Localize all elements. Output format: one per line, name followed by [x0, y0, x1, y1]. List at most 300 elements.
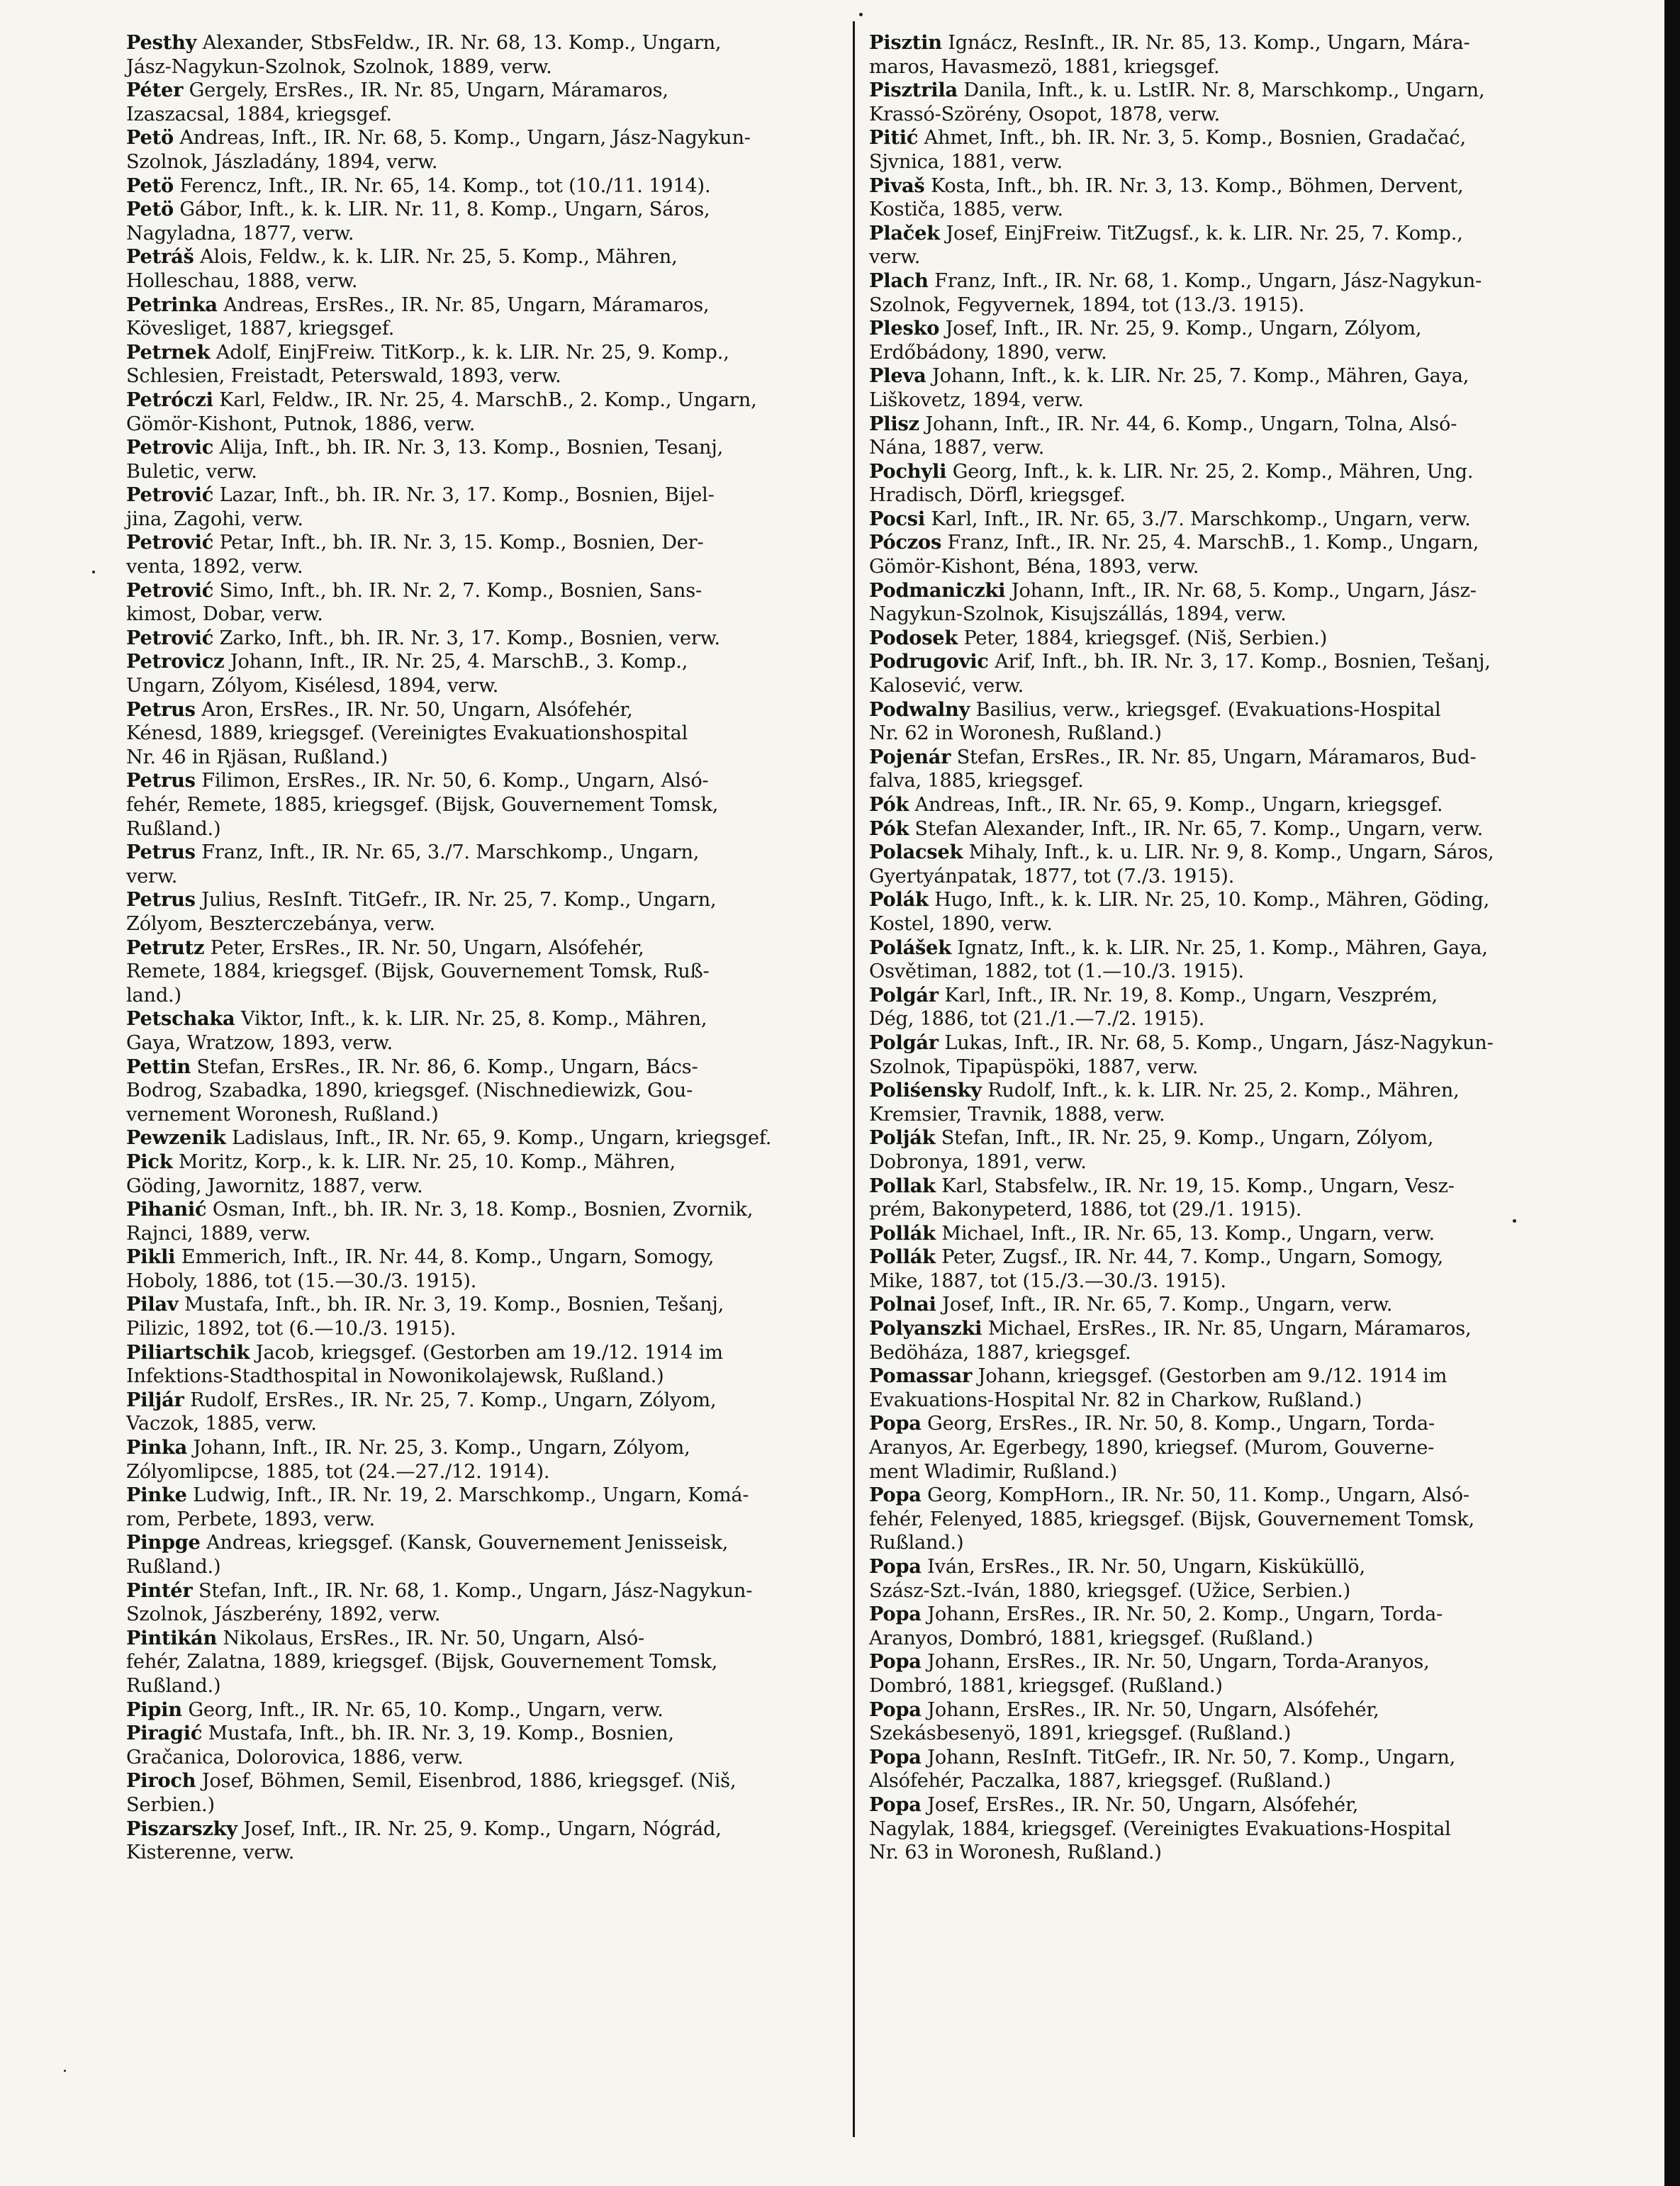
entry-text-line: Zarko, Inft., bh. IR. Nr. 3, 17. Komp., Bosnien, verw.: [219, 627, 720, 649]
entry-surname: Petrinka: [126, 293, 218, 316]
entry-text-line: Karl, Inft., IR. Nr. 65, 3./7. Marschkomp., Ungarn, verw.: [931, 508, 1471, 530]
entry-surname: Pihanić: [126, 1198, 207, 1221]
list-entry: [869, 746, 1578, 793]
entry-text-line: Adolf, EinjFreiw. TitKorp., k. k. LIR. Nr. 25, 9. Komp.,: [215, 341, 729, 364]
entry-surname: Pisztin: [869, 31, 942, 54]
entry-text-line: Ludwig, Inft., IR. Nr. 19, 2. Marschkomp., Ungarn, Komá-: [193, 1484, 749, 1507]
entry-surname: Podmaniczki: [869, 578, 1006, 602]
entry-text-line: Dég, 1886, tot (21./1.—7./2. 1915).: [869, 1008, 1205, 1031]
entry-text-line: ment Wladimir, Rußland.): [869, 1460, 1118, 1483]
entry-text-line: Ferencz, Inft., IR. Nr. 65, 14. Komp., tot (10./11. 1914).: [179, 174, 711, 197]
entry-text-line: Ungarn, Zólyom, Kisélesd, 1894, verw.: [126, 675, 499, 697]
list-entry: [126, 1484, 835, 1531]
entry-surname: Popa: [869, 1412, 922, 1435]
entry-surname: Petróczi: [126, 388, 213, 411]
entry-text-line: Josef, Inft., IR. Nr. 25, 9. Komp., Ungarn, Nógrád,: [243, 1817, 722, 1840]
list-entry: [126, 1245, 835, 1293]
entry-text-line: Osman, Inft., bh. IR. Nr. 3, 18. Komp., Bosnien, Zvornik,: [212, 1199, 754, 1221]
entry-text-line: Johann, ResInft. TitGefr., IR. Nr. 50, 7. Komp., Ungarn,: [927, 1746, 1456, 1769]
entry-text-line: Mustafa, Inft., bh. IR. Nr. 3, 19. Komp., Bosnien,: [208, 1722, 674, 1745]
entry-text-line: Aranyos, Ar. Egerbegy, 1890, kriegsef. (Murom, Gouverne-: [869, 1437, 1435, 1459]
scan-speck: [92, 571, 95, 573]
entry-text-line: Ladislaus, Inft., IR. Nr. 65, 9. Komp., Ungarn, kriegsgef.: [231, 1127, 772, 1150]
entry-text-line: Kalosević, verw.: [869, 675, 1024, 697]
entry-surname: Polgár: [869, 983, 939, 1007]
entry-text-line: Buletic, verw.: [126, 460, 257, 483]
list-entry: [869, 984, 1578, 1031]
list-entry: [126, 1341, 835, 1389]
list-entry: [126, 531, 835, 578]
list-entry: [126, 245, 835, 293]
entry-text-line: Danila, Inft., k. u. LstIR. Nr. 8, Marschkomp., Ungarn,: [963, 79, 1485, 102]
entry-text-line: Josef, ErsRes., IR. Nr. 50, Ungarn, Alsófehér,: [927, 1793, 1359, 1816]
entry-text-line: Kosta, Inft., bh. IR. Nr. 3, 13. Komp., Böhmen, Dervent,: [930, 174, 1464, 197]
entry-text-line: Moritz, Korp., k. k. LIR. Nr. 25, 10. Komp., Mähren,: [178, 1150, 676, 1173]
entry-text-line: Peter, Zugsf., IR. Nr. 44, 7. Komp., Ungarn, Somogy,: [941, 1246, 1443, 1269]
entry-surname: Plach: [869, 269, 929, 292]
list-entry: [869, 508, 1578, 532]
entry-text-line: Johann, Inft., IR. Nr. 44, 6. Komp., Ungarn, Tolna, Alsó-: [925, 413, 1457, 435]
entry-surname: Póczos: [869, 531, 942, 554]
list-entry: [869, 1746, 1578, 1793]
entry-text-line: Nagyladna, 1877, verw.: [126, 222, 354, 245]
entry-surname: Petö: [126, 126, 174, 150]
entry-surname: Popa: [869, 1793, 922, 1816]
entry-text-line: Rußland.): [126, 1556, 221, 1578]
entry-text-line: Erdőbádony, 1890, verw.: [869, 341, 1107, 364]
entry-text-line: Nagykun-Szolnok, Kisujszállás, 1894, verw.: [869, 603, 1287, 626]
list-entry: [126, 1293, 835, 1340]
list-entry: [126, 1150, 835, 1198]
entry-surname: Pomassar: [869, 1364, 973, 1388]
list-entry: [869, 1650, 1578, 1698]
entry-text-line: Bodrog, Szabadka, 1890, kriegsgef. (Nischnediewizk, Gou-: [126, 1080, 693, 1102]
entry-surname: Plisz: [869, 412, 919, 435]
entry-text-line: Johann, ErsRes., IR. Nr. 50, 2. Komp., Ungarn, Torda-: [927, 1603, 1443, 1626]
entry-text-line: fehér, Felenyed, 1885, kriegsgef. (Bijsk, Gouvernement Tomsk,: [869, 1508, 1474, 1530]
entry-text-line: Rudolf, Inft., k. k. LIR. Nr. 25, 2. Komp., Mähren,: [987, 1080, 1460, 1102]
entry-surname: Petrus: [126, 841, 196, 864]
entry-text-line: Mihaly, Inft., k. u. LIR. Nr. 9, 8. Komp., Ungarn, Sáros,: [968, 841, 1494, 864]
entry-surname: Popa: [869, 1603, 922, 1626]
list-entry: [126, 1436, 835, 1484]
entry-text-line: Kremsier, Travnik, 1888, verw.: [869, 1103, 1165, 1126]
entry-surname: Pinpge: [126, 1531, 201, 1554]
entry-text-line: Johann, ErsRes., IR. Nr. 50, Ungarn, Alsófehér,: [927, 1698, 1379, 1721]
entry-surname: Pollák: [869, 1221, 936, 1245]
list-entry: [126, 1198, 835, 1245]
list-entry: [869, 1603, 1578, 1650]
list-entry: [126, 1055, 835, 1127]
entry-text-line: Karl, Stabsfelw., IR. Nr. 19, 15. Komp., Ungarn, Vesz-: [941, 1175, 1455, 1197]
entry-text-line: Mike, 1887, tot (15./3.—30./3. 1915).: [869, 1269, 1226, 1292]
entry-text-line: Hradisch, Dörfl, kriegsgef.: [869, 484, 1126, 507]
entry-text-line: Stefan Alexander, Inft., IR. Nr. 65, 7. Komp., Ungarn, verw.: [914, 817, 1484, 840]
entry-surname: Petrutz: [126, 936, 205, 959]
list-entry: [869, 126, 1578, 174]
entry-text-line: Gábor, Inft., k. k. LIR. Nr. 11, 8. Komp., Ungarn, Sáros,: [179, 198, 710, 221]
entry-text-line: Ignácz, ResInft., IR. Nr. 85, 13. Komp., Ungarn, Mára-: [948, 32, 1470, 54]
entry-surname: Popa: [869, 1484, 922, 1507]
list-entry: [869, 460, 1578, 508]
entry-text-line: Lukas, Inft., IR. Nr. 68, 5. Komp., Ungarn, Jász-Nagykun-: [944, 1031, 1494, 1054]
entry-text-line: verw.: [869, 246, 921, 269]
list-entry: [126, 31, 835, 79]
list-entry: [869, 1412, 1578, 1484]
entry-surname: Podrugovic: [869, 650, 989, 673]
entry-surname: Pikli: [126, 1245, 176, 1269]
list-entry: [869, 1793, 1578, 1865]
list-entry: [869, 413, 1578, 460]
entry-surname: Piszarszky: [126, 1817, 237, 1840]
entry-text-line: Pilizic, 1892, tot (6.—10./3. 1915).: [126, 1318, 457, 1340]
entry-text-line: Szolnok, Tipapüspöki, 1887, verw.: [869, 1055, 1199, 1078]
list-entry: [126, 1389, 835, 1436]
entry-surname: Piroch: [126, 1769, 196, 1793]
entry-text-line: Jacob, kriegsgef. (Gestorben am 19./12. 1914 im: [255, 1341, 723, 1364]
entry-text-line: Szolnok, Fegyvernek, 1894, tot (13./3. 1915).: [869, 293, 1305, 316]
entry-text-line: Zólyomlipcse, 1885, tot (24.—27./12. 1914).: [126, 1460, 550, 1483]
entry-surname: Petrus: [126, 697, 196, 721]
entry-text-line: Peter, ErsRes., IR. Nr. 50, Ungarn, Alsófehér,: [210, 936, 644, 959]
list-entry: [126, 1007, 835, 1055]
list-entry: [126, 483, 835, 531]
entry-surname: Poliśensky: [869, 1079, 982, 1102]
list-entry: [126, 341, 835, 388]
entry-surname: Polacsek: [869, 841, 963, 864]
list-entry: [126, 198, 835, 245]
entry-text-line: Lazar, Inft., bh. IR. Nr. 3, 17. Komp., Bosnien, Bijel-: [219, 484, 715, 507]
entry-text-line: Alois, Feldw., k. k. LIR. Nr. 25, 5. Komp., Mähren,: [200, 246, 678, 269]
list-entry: [126, 936, 835, 1008]
entry-text-line: Andreas, Inft., IR. Nr. 68, 5. Komp., Ungarn, Jász-Nagykun-: [179, 127, 751, 150]
list-entry: [126, 769, 835, 841]
list-entry: [126, 1579, 835, 1627]
entry-text-line: Emmerich, Inft., IR. Nr. 44, 8. Komp., Ungarn, Somogy,: [181, 1246, 715, 1269]
entry-text-line: Serbien.): [126, 1793, 215, 1816]
list-entry: [869, 1079, 1578, 1126]
entry-surname: Petö: [126, 174, 174, 197]
entry-surname: Pivaš: [869, 174, 925, 197]
entry-text-line: Gergely, ErsRes., IR. Nr. 85, Ungarn, Máramaros,: [189, 79, 668, 102]
entry-surname: Petrović: [126, 578, 214, 602]
list-entry: [869, 1484, 1578, 1555]
list-entry: [126, 79, 835, 126]
entry-surname: Polášek: [869, 936, 951, 959]
entry-text-line: Izaszacsal, 1884, kriegsgef.: [126, 103, 392, 125]
entry-text-line: Karl, Feldw., IR. Nr. 25, 4. MarschB., 2. Komp., Ungarn,: [219, 388, 757, 411]
entry-text-line: Franz, Inft., IR. Nr. 68, 1. Komp., Ungarn, Jász-Nagykun-: [934, 269, 1482, 292]
list-entry: [869, 793, 1578, 817]
entry-text-line: Franz, Inft., IR. Nr. 25, 4. MarschB., 1. Komp., Ungarn,: [947, 532, 1479, 554]
entry-text-line: Kövesliget, 1887, kriegsgef.: [126, 318, 395, 340]
entry-text-line: Rußland.): [126, 1674, 221, 1697]
list-entry: [126, 1817, 835, 1865]
entry-surname: Petráš: [126, 245, 194, 269]
entry-text-line: prém, Bakonypeterd, 1886, tot (29./1. 1915).: [869, 1199, 1302, 1221]
list-entry: [126, 650, 835, 697]
entry-text-line: Josef, EinjFreiw. TitZugsf., k. k. LIR. Nr. 25, 7. Komp.,: [946, 222, 1463, 245]
entry-surname: Pók: [869, 793, 909, 816]
entry-surname: Petrus: [126, 769, 196, 792]
entry-surname: Podwalny: [869, 697, 970, 721]
list-entry: [126, 174, 835, 198]
list-entry: [869, 174, 1578, 222]
entry-text-line: Stefan, Inft., IR. Nr. 25, 9. Komp., Ungarn, Zólyom,: [941, 1127, 1434, 1150]
entry-text-line: Alsófehér, Paczalka, 1887, kriegsgef. (Rußland.): [869, 1770, 1331, 1793]
entry-text-line: Filimon, ErsRes., IR. Nr. 50, 6. Komp., Ungarn, Alsó-: [201, 770, 709, 792]
entry-text-line: Julius, ResInft. TitGefr., IR. Nr. 25, 7. Komp., Ungarn,: [201, 889, 717, 912]
entry-text-line: Alexander, StbsFeldw., IR. Nr. 68, 13. Komp., Ungarn,: [202, 32, 722, 54]
entry-surname: Pintikán: [126, 1626, 218, 1649]
entry-surname: Pesthy: [126, 31, 197, 54]
entry-surname: Polják: [869, 1126, 936, 1150]
entry-text-line: Josef, Inft., IR. Nr. 25, 9. Komp., Ungarn, Zólyom,: [945, 318, 1422, 340]
entry-surname: Pewzenik: [126, 1126, 226, 1150]
entry-text-line: Josef, Inft., IR. Nr. 65, 7. Komp., Ungarn, verw.: [942, 1294, 1393, 1316]
list-entry: [869, 817, 1578, 841]
entry-text-line: Petar, Inft., bh. IR. Nr. 3, 15. Komp., Bosnien, Der-: [219, 532, 704, 554]
entry-text-line: Kostiča, 1885, verw.: [869, 198, 1063, 221]
entry-surname: Polák: [869, 888, 929, 912]
left-column: [126, 31, 835, 1865]
list-entry: [869, 31, 1578, 79]
entry-text-line: Hugo, Inft., k. k. LIR. Nr. 25, 10. Komp., Mähren, Göding,: [934, 889, 1490, 912]
entry-text-line: Michael, Inft., IR. Nr. 65, 13. Komp., Ungarn, verw.: [941, 1222, 1435, 1245]
entry-text-line: Szász-Szt.-Iván, 1880, kriegsgef. (Užice, Serbien.): [869, 1579, 1350, 1602]
entry-text-line: Infektions-Stadthospital in Nowonikolajewsk, Rußland.): [126, 1365, 664, 1388]
entry-text-line: Kostel, 1890, verw.: [869, 912, 1053, 935]
entry-text-line: Aranyos, Dombró, 1881, kriegsgef. (Rußland.): [869, 1627, 1314, 1649]
entry-surname: Pinke: [126, 1484, 187, 1507]
entry-surname: Polyanszki: [869, 1317, 982, 1340]
entry-text-line: Evakuations-Hospital Nr. 82 in Charkow, Rußland.): [869, 1389, 1362, 1411]
list-entry: [869, 579, 1578, 627]
entry-surname: Polnai: [869, 1293, 936, 1316]
entry-text-line: Franz, Inft., IR. Nr. 65, 3./7. Marschkomp., Ungarn,: [201, 841, 700, 864]
list-entry: [126, 841, 835, 888]
entry-surname: Pollak: [869, 1174, 936, 1197]
list-entry: [869, 1317, 1578, 1364]
list-entry: [869, 269, 1578, 317]
entry-text-line: Nr. 62 in Woronesh, Rußland.): [869, 722, 1162, 745]
column-divider: [853, 21, 855, 2137]
entry-text-line: Gömör-Kishont, Putnok, 1886, verw.: [126, 413, 476, 435]
entry-text-line: Josef, Böhmen, Semil, Eisenbrod, 1886, kriegsgef. (Niš,: [201, 1770, 737, 1793]
entry-surname: Pipin: [126, 1698, 182, 1721]
entry-surname: Popa: [869, 1650, 922, 1674]
list-entry: [126, 388, 835, 436]
entry-text-line: Karl, Inft., IR. Nr. 19, 8. Komp., Ungarn, Veszprém,: [944, 984, 1438, 1007]
entry-surname: Pocsi: [869, 507, 926, 530]
entry-text-line: Kénesd, 1889, kriegsgef. (Vereinigtes Evakuationshospital: [126, 722, 688, 745]
list-entry: [869, 531, 1578, 578]
entry-text-line: Viktor, Inft., k. k. LIR. Nr. 25, 8. Komp., Mähren,: [240, 1008, 707, 1031]
list-entry: [126, 1698, 835, 1722]
entry-surname: Pitić: [869, 126, 919, 150]
entry-text-line: Gračanica, Dolorovica, 1886, verw.: [126, 1746, 464, 1769]
right-column: [869, 31, 1578, 1865]
list-entry: [126, 627, 835, 651]
entry-text-line: Johann, Inft., IR. Nr. 25, 3. Komp., Ungarn, Zólyom,: [193, 1437, 690, 1459]
entry-surname: Pók: [869, 817, 909, 840]
entry-text-line: Osvětiman, 1882, tot (1.—10./3. 1915).: [869, 960, 1244, 983]
entry-surname: Piljár: [126, 1388, 184, 1411]
entry-text-line: venta, 1892, verw.: [126, 556, 303, 578]
entry-text-line: vernement Woronesh, Rußland.): [126, 1103, 439, 1126]
list-entry: [869, 1126, 1578, 1174]
entry-text-line: Gaya, Wratzow, 1893, verw.: [126, 1031, 393, 1054]
entry-surname: Plesko: [869, 317, 940, 340]
entry-text-line: Georg, Inft., k. k. LIR. Nr. 25, 2. Komp., Mähren, Ung.: [952, 460, 1474, 483]
list-entry: [126, 579, 835, 627]
list-entry: [869, 317, 1578, 364]
entry-surname: Piliartschik: [126, 1340, 250, 1364]
entry-surname: Pollák: [869, 1245, 936, 1269]
entry-text-line: Rußland.): [126, 817, 221, 840]
list-entry: [126, 1627, 835, 1698]
list-entry: [126, 1531, 835, 1579]
list-entry: [869, 1175, 1578, 1222]
list-entry: [869, 1031, 1578, 1079]
entry-surname: Polgár: [869, 1031, 939, 1054]
entry-text-line: Szekásbesenyö, 1891, kriegsgef. (Rußland.): [869, 1722, 1292, 1745]
list-entry: [869, 698, 1578, 746]
entry-surname: Petrović: [126, 531, 214, 554]
entry-text-line: Johann, ErsRes., IR. Nr. 50, Ungarn, Torda-Aranyos,: [927, 1651, 1430, 1674]
list-entry: [869, 1698, 1578, 1746]
list-entry: [869, 841, 1578, 888]
list-entry: [869, 1555, 1578, 1603]
entry-text-line: jina, Zagohi, verw.: [126, 508, 303, 530]
entry-text-line: Krassó-Szörény, Osopot, 1878, verw.: [869, 103, 1221, 125]
list-entry: [126, 1722, 835, 1769]
entry-surname: Petschaka: [126, 1007, 235, 1031]
entry-text-line: Liškovetz, 1894, verw.: [869, 388, 1084, 411]
entry-surname: Popa: [869, 1698, 922, 1721]
list-entry: [869, 364, 1578, 412]
entry-text-line: Nikolaus, ErsRes., IR. Nr. 50, Ungarn, Alsó-: [223, 1627, 645, 1649]
entry-text-line: fehér, Remete, 1885, kriegsgef. (Bijsk, Gouvernement Tomsk,: [126, 794, 719, 816]
entry-text-line: Rudolf, ErsRes., IR. Nr. 25, 7. Komp., Ungarn, Zólyom,: [190, 1389, 717, 1411]
entry-surname: Podosek: [869, 626, 958, 649]
entry-text-line: Stefan, ErsRes., IR. Nr. 86, 6. Komp., Ungarn, Bács-: [196, 1055, 698, 1078]
entry-text-line: Göding, Jawornitz, 1887, verw.: [126, 1175, 423, 1197]
list-entry: [869, 936, 1578, 984]
entry-text-line: Hoboly, 1886, tot (15.—30./3. 1915).: [126, 1269, 477, 1292]
entry-text-line: verw.: [126, 865, 178, 887]
entry-surname: Pleva: [869, 364, 926, 388]
entry-text-line: Arif, Inft., bh. IR. Nr. 3, 17. Komp., Bosnien, Tešanj,: [995, 651, 1491, 673]
entry-text-line: maros, Havasmezö, 1881, kriegsgef.: [869, 55, 1220, 78]
entry-surname: Petö: [126, 198, 174, 221]
entry-text-line: Gömör-Kishont, Béna, 1893, verw.: [869, 556, 1199, 578]
entry-text-line: Nána, 1887, verw.: [869, 437, 1045, 459]
entry-text-line: Nagylak, 1884, kriegsgef. (Vereinigtes Evakuations-Hospital: [869, 1817, 1451, 1840]
list-entry: [126, 1126, 835, 1150]
entry-text-line: Ignatz, Inft., k. k. LIR. Nr. 25, 1. Komp., Mähren, Gaya,: [957, 936, 1488, 959]
entry-surname: Pettin: [126, 1055, 191, 1078]
entry-surname: Petrovicz: [126, 650, 225, 673]
list-entry: [869, 1222, 1578, 1246]
entry-text-line: Nr. 46 in Rjäsan, Rußland.): [126, 746, 388, 768]
entry-text-line: Bedöháza, 1887, kriegsgef.: [869, 1341, 1131, 1364]
entry-text-line: Stefan, ErsRes., IR. Nr. 85, Ungarn, Máramaros, Bud-: [956, 746, 1477, 768]
entry-text-line: Rajnci, 1889, verw.: [126, 1222, 311, 1245]
scan-edge: [1664, 0, 1680, 2186]
entry-surname: Piragić: [126, 1722, 203, 1745]
entry-surname: Plaček: [869, 221, 940, 245]
entry-text-line: rom, Perbete, 1893, verw.: [126, 1508, 375, 1530]
entry-text-line: Iván, ErsRes., IR. Nr. 50, Ungarn, Kisküküllö,: [927, 1556, 1365, 1578]
list-entry: [869, 888, 1578, 936]
entry-text-line: Alija, Inft., bh. IR. Nr. 3, 13. Komp., Bosnien, Tesanj,: [219, 437, 724, 459]
entry-surname: Pojenár: [869, 745, 951, 768]
entry-surname: Petrus: [126, 888, 196, 912]
scan-speck: [1513, 1219, 1516, 1223]
entry-text-line: Szolnok, Jászladány, 1894, verw.: [126, 150, 438, 173]
entry-text-line: Johann, Inft., k. k. LIR. Nr. 25, 7. Komp., Mähren, Gaya,: [931, 365, 1469, 388]
entry-text-line: Stefan, Inft., IR. Nr. 68, 1. Komp., Ungarn, Jász-Nagykun-: [198, 1579, 753, 1602]
entry-surname: Pochyli: [869, 459, 947, 483]
list-entry: [869, 1293, 1578, 1317]
list-entry: [869, 222, 1578, 269]
entry-text-line: fehér, Zalatna, 1889, kriegsgef. (Bijsk, Gouvernement Tomsk,: [126, 1651, 718, 1674]
entry-text-line: Remete, 1884, kriegsgef. (Bijsk, Gouvernement Tomsk, Ruß-: [126, 960, 710, 983]
entry-text-line: Ahmet, Inft., bh. IR. Nr. 3, 5. Komp., Bosnien, Gradačać,: [924, 127, 1466, 150]
entry-text-line: Mustafa, Inft., bh. IR. Nr. 3, 19. Komp., Bosnien, Tešanj,: [184, 1294, 724, 1316]
entry-text-line: Johann, Inft., IR. Nr. 25, 4. MarschB., 3. Komp.,: [230, 651, 688, 673]
entry-text-line: Sjvnica, 1881, verw.: [869, 150, 1063, 173]
scan-speck: [64, 2070, 66, 2072]
entry-surname: Popa: [869, 1745, 922, 1769]
list-entry: [869, 627, 1578, 651]
entry-text-line: Kisterenne, verw.: [126, 1842, 295, 1864]
entry-text-line: Gyertyánpatak, 1877, tot (7./3. 1915).: [869, 865, 1235, 887]
entry-text-line: Dobronya, 1891, verw.: [869, 1150, 1087, 1173]
entry-surname: Petrović: [126, 626, 214, 649]
list-entry: [869, 1245, 1578, 1293]
entry-surname: Pisztrila: [869, 79, 958, 102]
entry-text-line: falva, 1885, kriegsgef.: [869, 770, 1084, 792]
scan-speck: [859, 13, 863, 16]
list-entry: [869, 650, 1578, 697]
list-entry: [126, 888, 835, 936]
entry-text-line: Zólyom, Beszterczebánya, verw.: [126, 912, 435, 935]
entry-text-line: Szolnok, Jászberény, 1892, verw.: [126, 1603, 441, 1626]
list-entry: [126, 293, 835, 341]
entry-surname: Petrović: [126, 483, 214, 507]
entry-surname: Pinka: [126, 1436, 187, 1459]
entry-text-line: Aron, ErsRes., IR. Nr. 50, Ungarn, Alsófehér,: [201, 698, 633, 721]
entry-text-line: Andreas, ErsRes., IR. Nr. 85, Ungarn, Máramaros,: [223, 293, 710, 316]
entry-text-line: Michael, ErsRes., IR. Nr. 85, Ungarn, Máramaros,: [987, 1318, 1472, 1340]
entry-surname: Pick: [126, 1150, 173, 1173]
entry-surname: Pintér: [126, 1579, 193, 1602]
entry-text-line: Nr. 63 in Woronesh, Rußland.): [869, 1842, 1162, 1864]
entry-text-line: Peter, 1884, kriegsgef. (Niš, Serbien.): [963, 627, 1328, 649]
entry-text-line: Georg, ErsRes., IR. Nr. 50, 8. Komp., Ungarn, Torda-: [927, 1413, 1435, 1435]
entry-text-line: Andreas, kriegsgef. (Kansk, Gouvernement Jenisseisk,: [206, 1532, 729, 1554]
list-entry: [126, 126, 835, 174]
entry-text-line: Rußland.): [869, 1532, 964, 1554]
list-entry: [126, 1769, 835, 1817]
list-entry: [869, 79, 1578, 126]
entry-text-line: Schlesien, Freistadt, Peterswald, 1893, verw.: [126, 365, 561, 388]
list-entry: [869, 1364, 1578, 1412]
list-entry: [126, 436, 835, 483]
entry-text-line: Basilius, verw., kriegsgef. (Evakuations-Hospital: [975, 698, 1441, 721]
